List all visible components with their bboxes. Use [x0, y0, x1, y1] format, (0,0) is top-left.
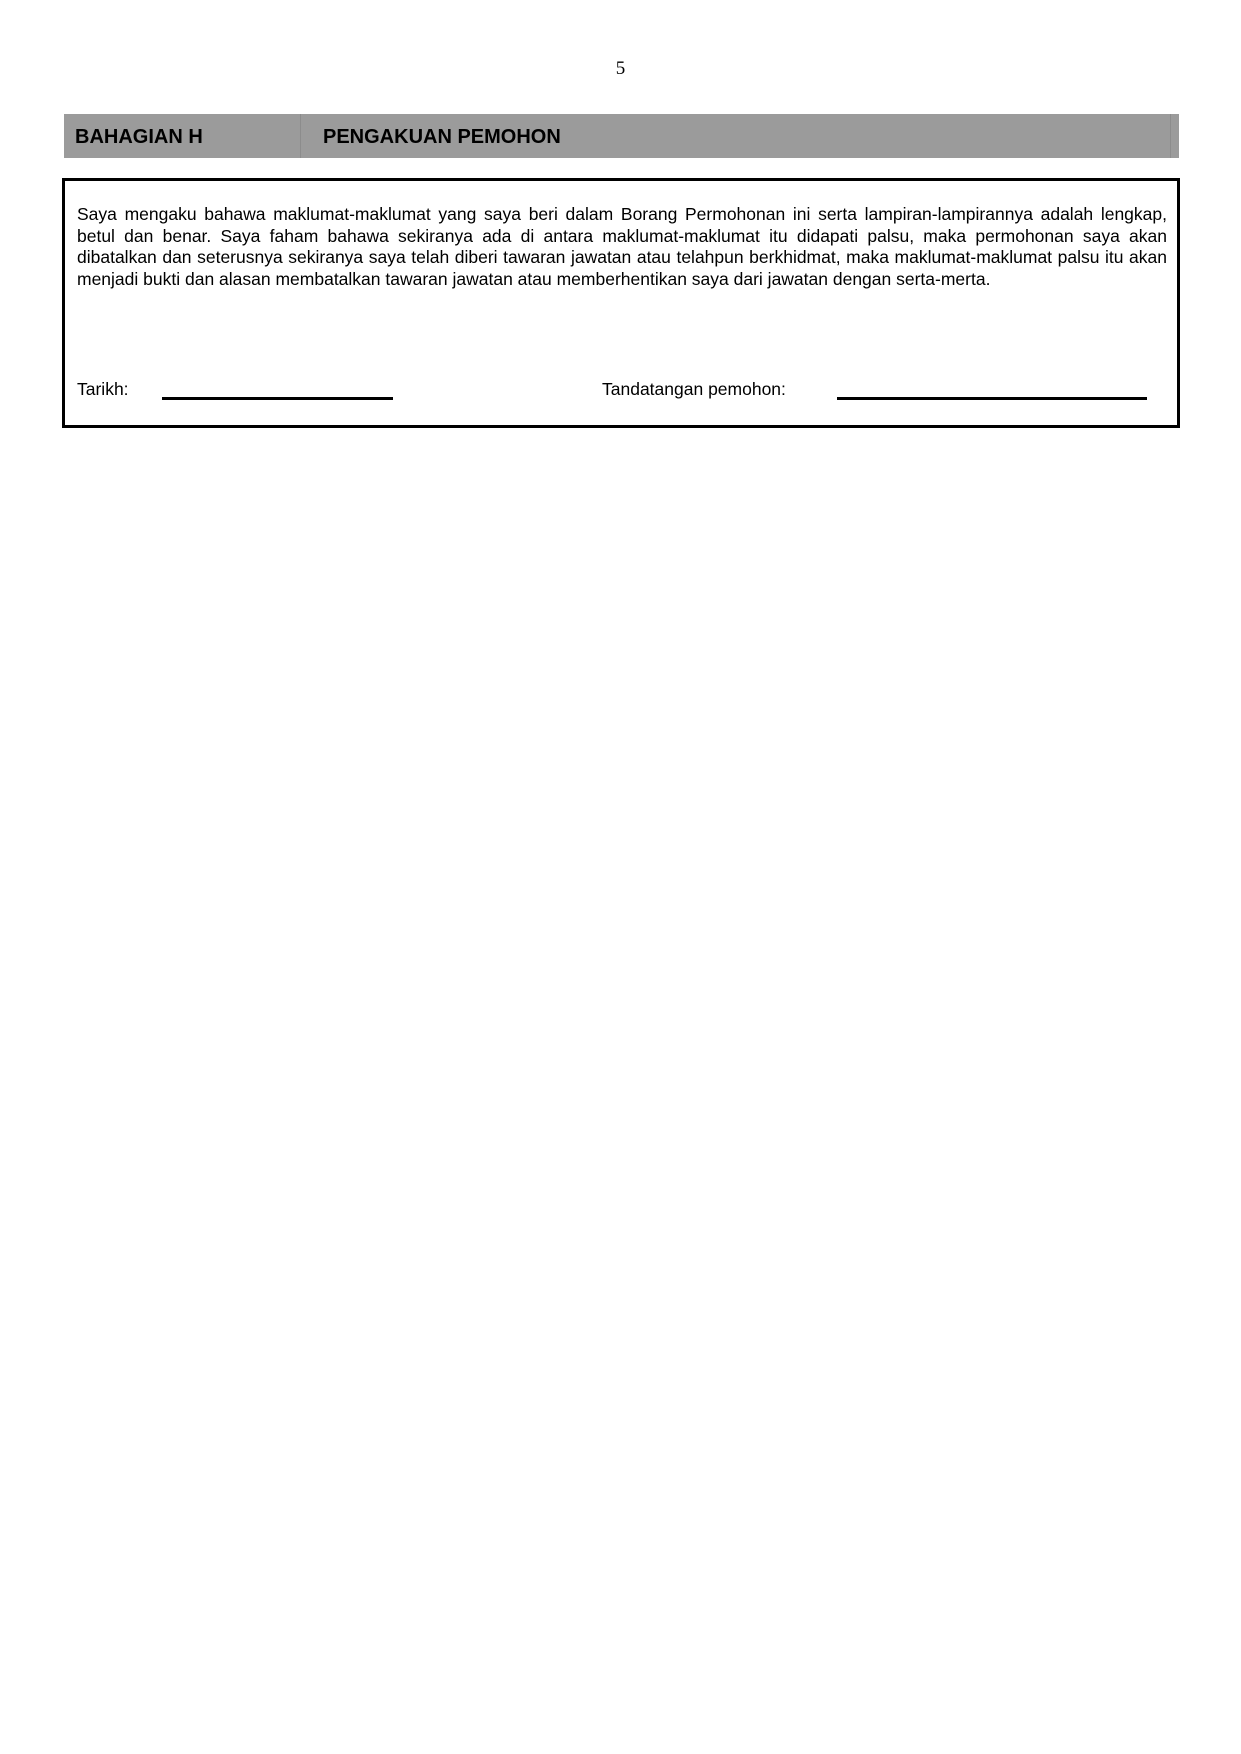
header-end-divider	[1170, 114, 1171, 158]
declaration-box	[62, 178, 1180, 428]
signature-label: Tandatangan pemohon:	[602, 379, 786, 399]
declaration-text: Saya mengaku bahawa maklumat-maklumat yang saya beri dalam Borang Permohonan ini serta lampiran-lampirannya adalah lengkap, betul dan benar. Saya faham bahawa sekiranya ada di antara maklumat-maklumat itu didapati palsu, maka permohonan saya akan dibatalkan dan seterusnya sekiranya saya telah diberi tawaran jawatan atau telahpun berkhidmat, maka maklumat-maklumat palsu itu akan menjadi bukti dan alasan membatalkan tawaran jawatan atau memberhentikan saya dari jawatan dengan serta-merta.	[77, 204, 1167, 290]
date-label: Tarikh:	[77, 379, 129, 399]
section-code: BAHAGIAN H	[75, 126, 203, 148]
section-header	[64, 114, 1179, 158]
date-field-line[interactable]	[162, 397, 393, 400]
page-number: 5	[615, 58, 626, 79]
signature-row	[65, 378, 1177, 408]
section-title: PENGAKUAN PEMOHON	[323, 126, 561, 148]
header-divider	[300, 114, 301, 158]
signature-field-line[interactable]	[837, 397, 1147, 400]
